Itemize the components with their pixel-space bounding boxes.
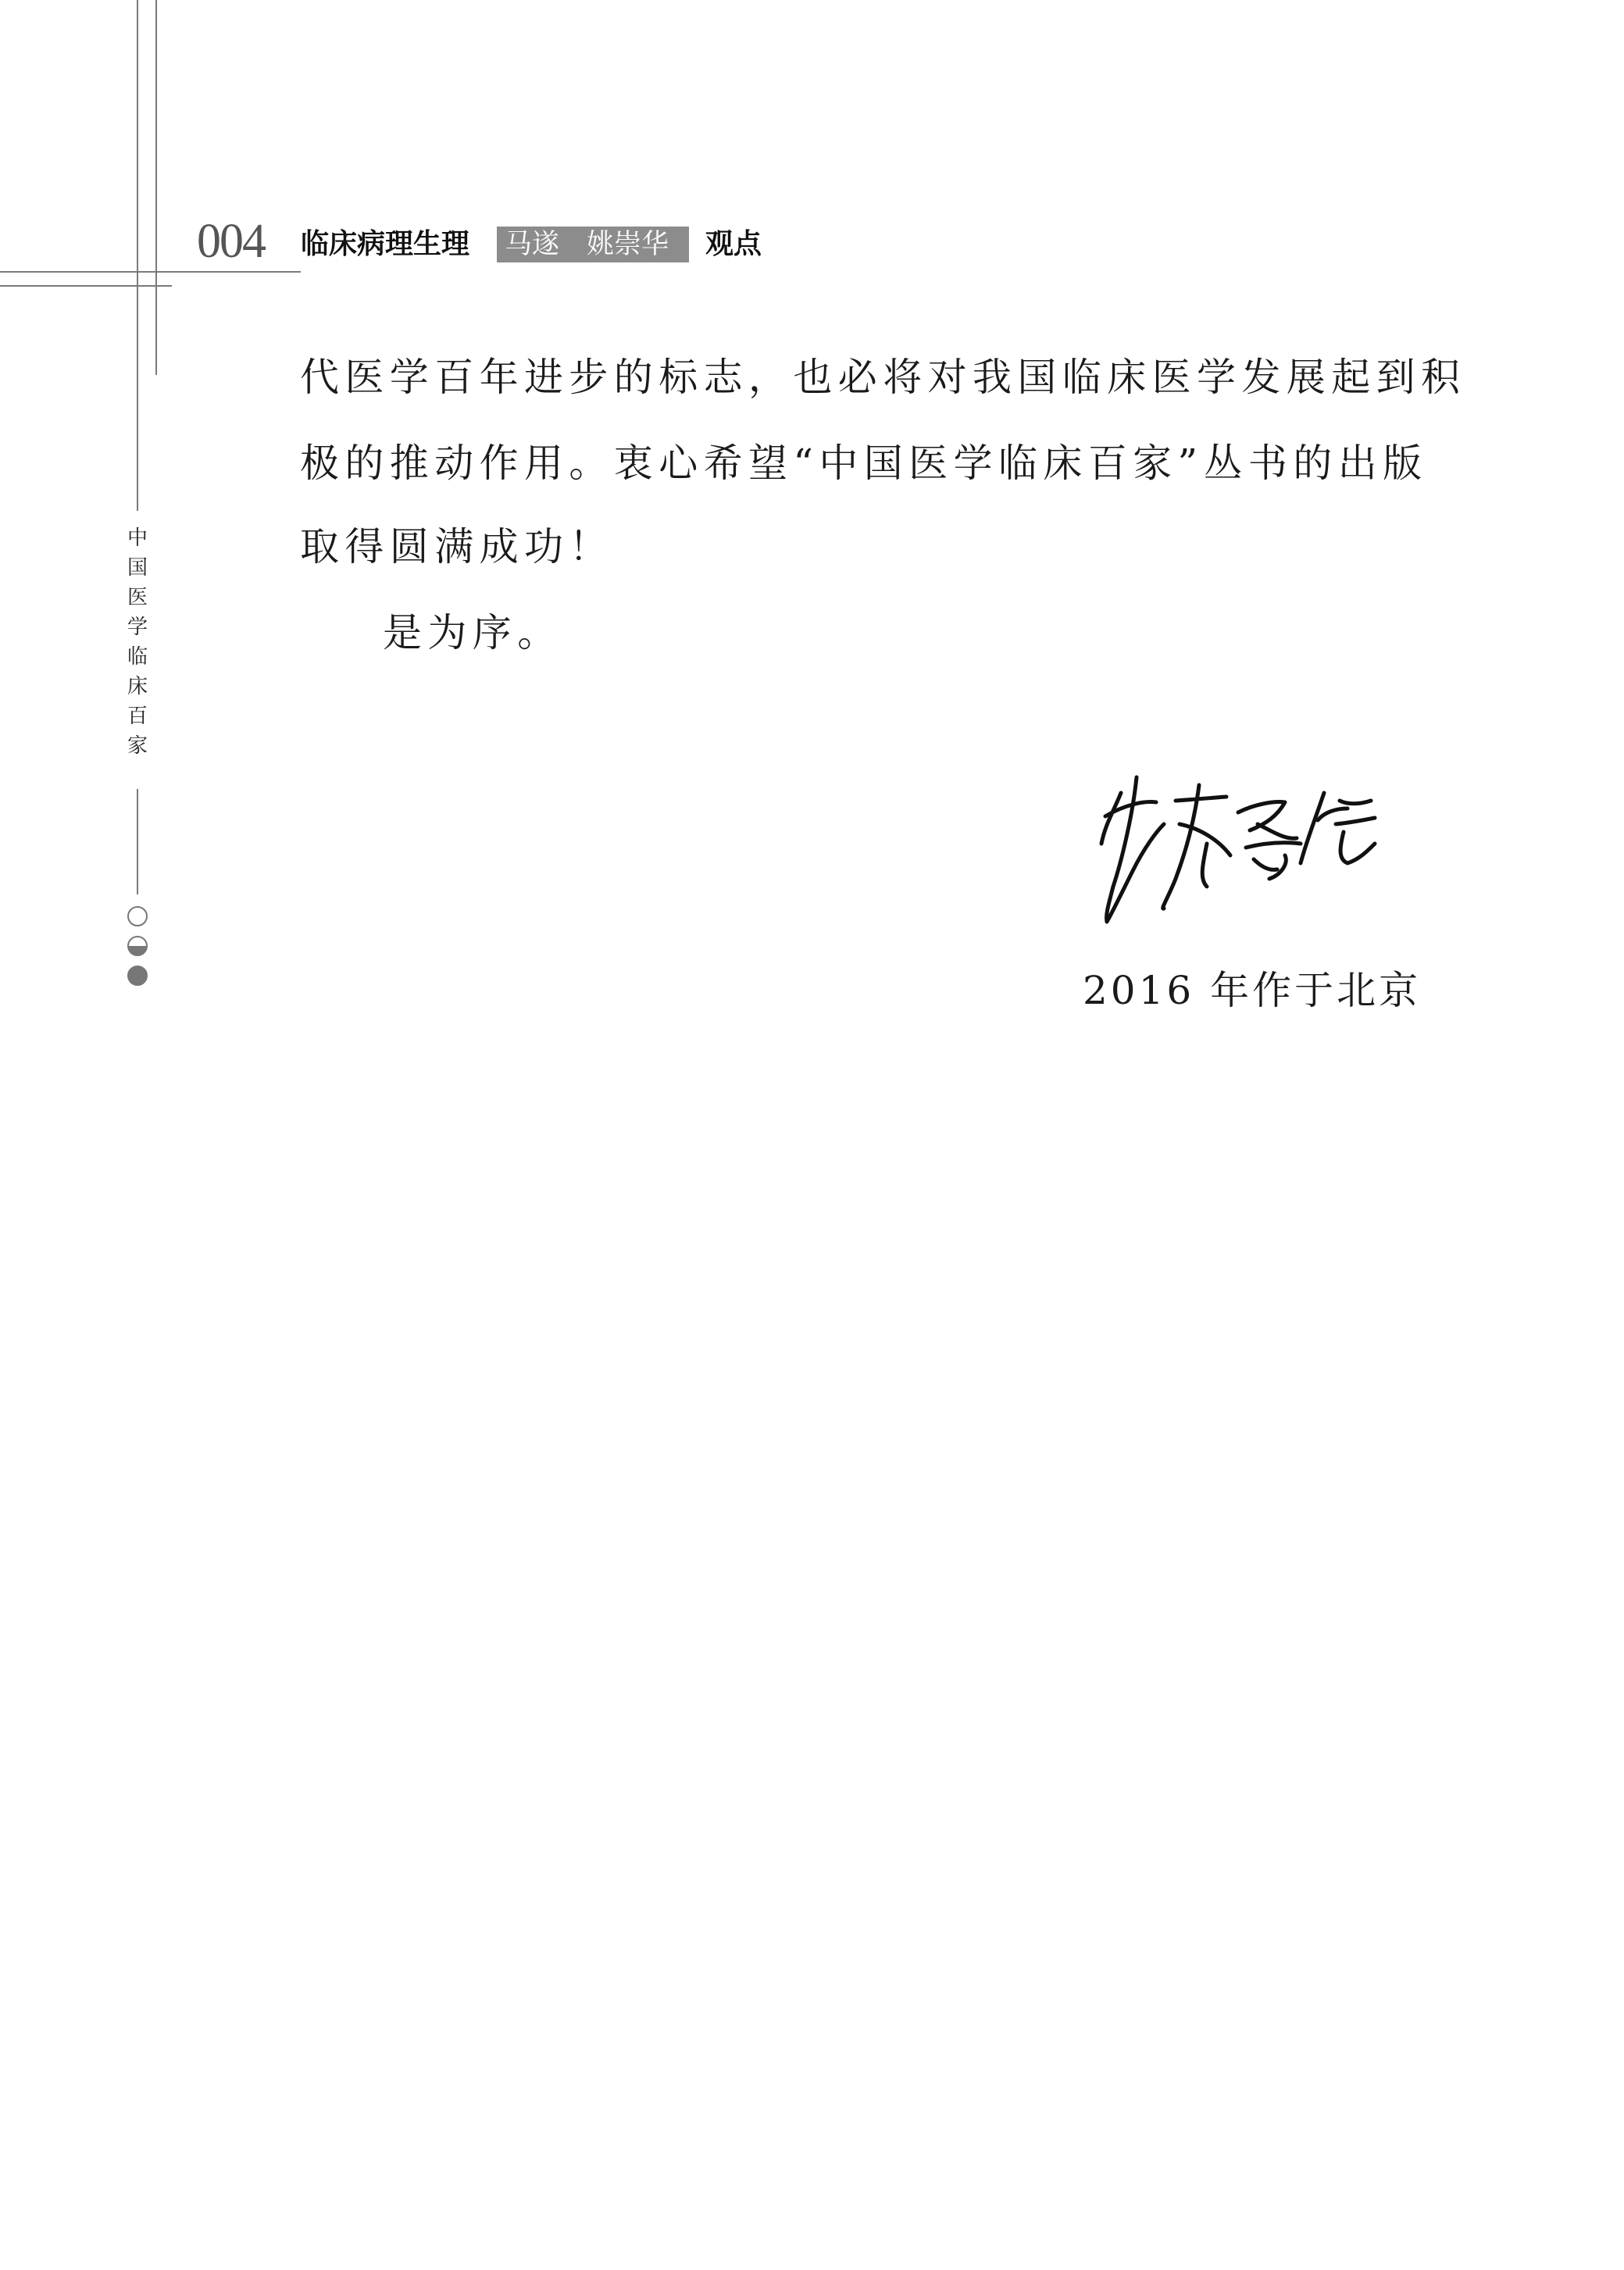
book-title: 临床病理生理 — [301, 228, 470, 260]
left-vertical-rule — [137, 0, 138, 484]
page-number: 004 — [197, 215, 265, 268]
author-names-badge: 马遂 姚崇华 — [497, 227, 689, 262]
empty-circle-icon — [127, 906, 148, 926]
body-line-2: 极的推动作用。衷心希望“中国医学临床百家”丛书的出版 — [300, 441, 1428, 486]
top-horizontal-rule — [0, 271, 301, 273]
top-horizontal-rule-short — [0, 285, 172, 287]
body-line-3: 取得圆满成功！ — [300, 524, 614, 569]
filled-circle-icon — [127, 965, 148, 986]
handwritten-signature — [1090, 769, 1394, 937]
date-and-place: 2016 年作于北京 — [1083, 968, 1422, 1013]
series-title-vertical: 中国医学临床百家 — [127, 526, 148, 758]
side-divider-top — [137, 484, 138, 511]
half-circle-icon — [127, 936, 148, 956]
viewpoint-label: 观点 — [705, 228, 762, 260]
closing-phrase: 是为序。 — [383, 610, 562, 655]
body-line-1: 代医学百年进步的标志，也必将对我国临床医学发展起到积 — [300, 355, 1466, 400]
left-vertical-rule-inner — [155, 0, 157, 375]
side-divider-bottom — [137, 789, 138, 894]
